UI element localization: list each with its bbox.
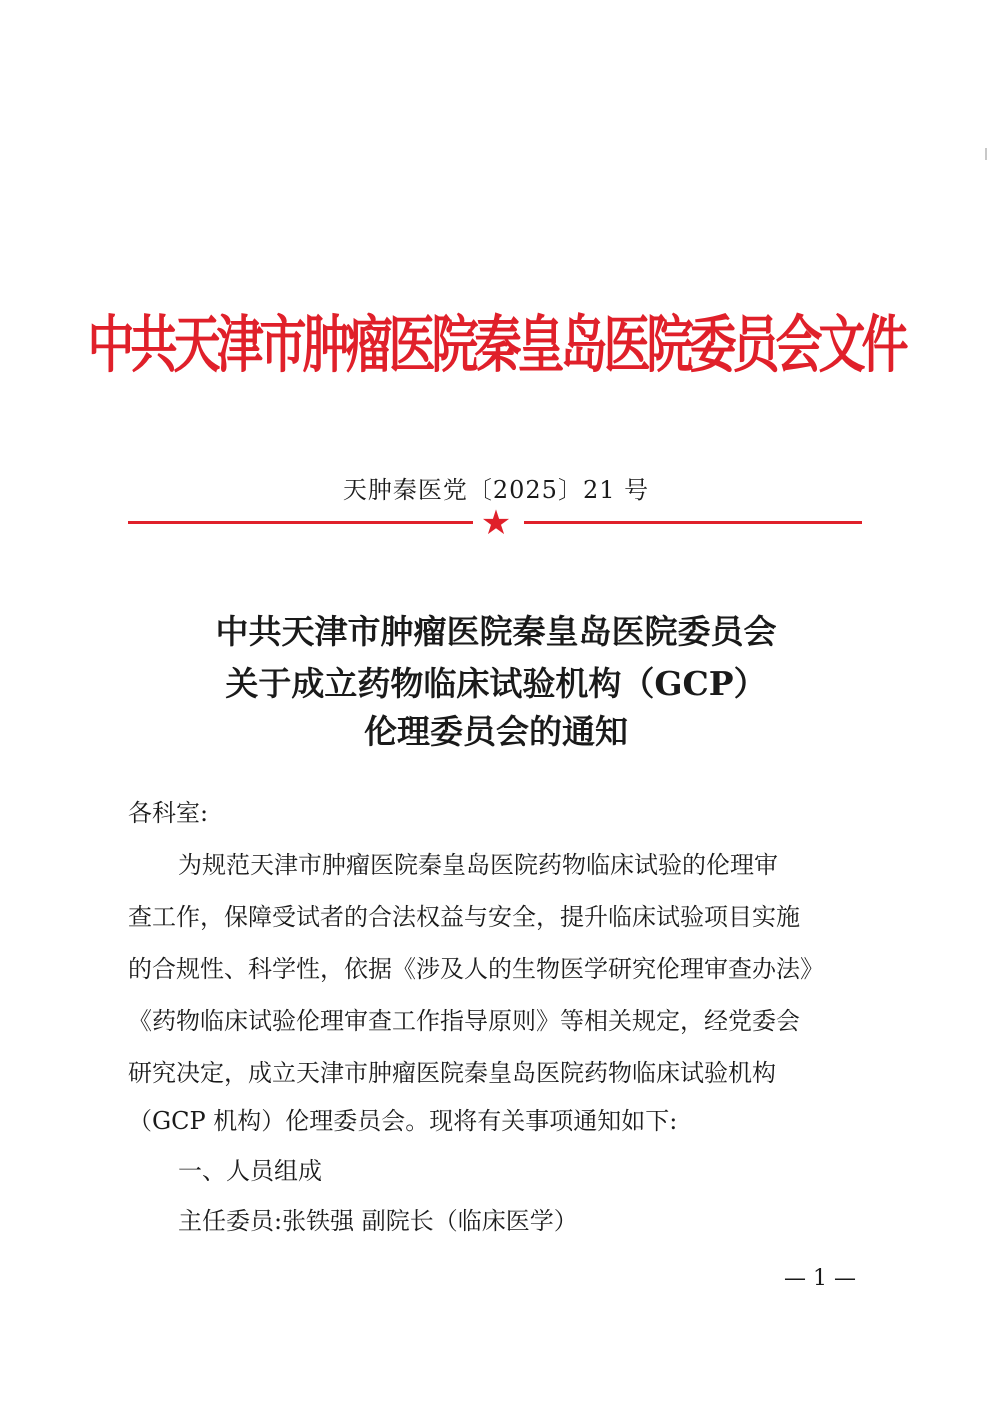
page-number: — 1 — — [784, 1266, 856, 1291]
paragraph-line: 研究决定，成立天津市肿瘤医院秦皇岛医院药物临床试验机构 — [128, 1059, 776, 1087]
notice-title-line-3: 伦理委员会的通知 — [364, 712, 628, 751]
notice-title-line-2: 关于成立药物临床试验机构（GCP） — [225, 664, 767, 703]
paragraph-line: 《药物临床试验伦理审查工作指导原则》等相关规定，经党委会 — [128, 1007, 800, 1035]
red-divider-left — [128, 521, 473, 524]
director-line: 主任委员:张铁强 副院长（临床医学） — [178, 1207, 578, 1235]
salutation: 各科室: — [128, 799, 209, 827]
red-divider-right — [524, 521, 862, 524]
document-header-title: 中共天津市肿瘤医院秦皇岛医院委员会文件 — [87, 309, 905, 382]
paragraph-line: 查工作，保障受试者的合法权益与安全，提升临床试验项目实施 — [128, 903, 800, 931]
section-heading: 一、人员组成 — [178, 1157, 322, 1185]
document-number: 天肿秦医党〔2025〕21 号 — [342, 476, 650, 504]
notice-title-line-1: 中共天津市肿瘤医院秦皇岛医院委员会 — [215, 612, 777, 651]
red-star-icon: ★ — [480, 503, 512, 543]
scan-mark — [985, 148, 987, 160]
paragraph-line: （GCP 机构）伦理委员会。现将有关事项通知如下: — [128, 1107, 678, 1135]
paragraph-line: 的合规性、科学性，依据《涉及人的生物医学研究伦理审查办法》 — [128, 955, 824, 983]
paragraph-line: 为规范天津市肿瘤医院秦皇岛医院药物临床试验的伦理审 — [178, 851, 778, 879]
